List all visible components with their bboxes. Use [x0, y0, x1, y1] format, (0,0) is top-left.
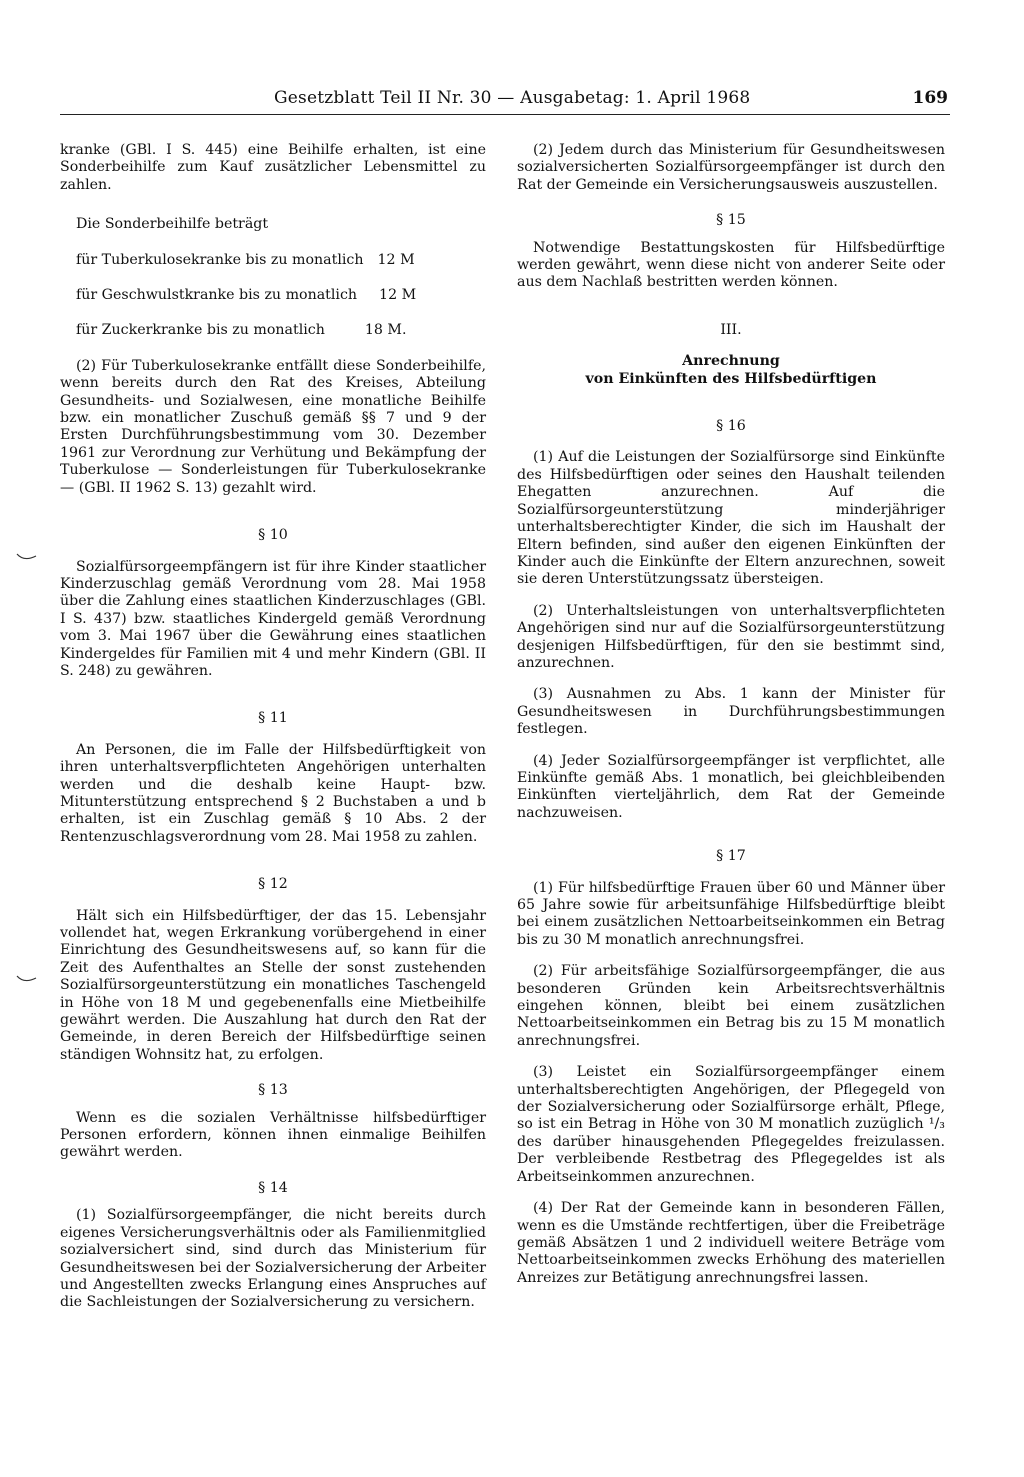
rate-label: für Zuckerkranke bis zu monatlich: [76, 322, 325, 339]
margin-mark: [16, 552, 38, 562]
section-heading-13: § 13: [258, 1082, 288, 1099]
margin-mark: [16, 974, 38, 984]
part-title-line-1: Anrechnung: [682, 353, 780, 370]
section-17-paragraph-1: (1) Für hilfsbedürftige Frauen über 60 und Männer über 65 Jahre sowie für arbeitsunfähige Hilfsbedürftige bleibt bei einem zusätzlichen Nettoarbeitseinkommen ein Betrag bis zu 30 M monatlich anrechnungsfrei.: [517, 879, 945, 948]
part-title-line-2: von Einkünften des Hilfsbedürftigen: [585, 370, 877, 387]
page-header: [60, 84, 950, 115]
rate-amount: 18 M.: [364, 322, 407, 339]
section-14-text: (1) Sozialfürsorgeempfänger, die nicht bereits durch eigenes Versicherungsverhältnis oder als Familienmitglied sozialversichert sind, sind durch das Ministerium für Gesundheitswesen bei der Sozialversicherung der Arbeiter und Angestellten zwecks Erlangung eines Anspruches auf die Sachleistungen der Sozialversicherung zu versichern.: [60, 1207, 486, 1311]
rate-row: [60, 322, 486, 339]
section-heading-17: § 17: [716, 848, 746, 865]
page-number: 169: [912, 88, 948, 108]
section-12-text: Hält sich ein Hilfsbedürftiger, der das 15. Lebensjahr vollendet hat, wegen Erkrankung vorübergehend in einer Einrichtung des Gesundheitswesens auf, so kann für die Zeit des Aufenthaltes an Stelle der sonst zustehenden Sozialfürsorgeunterstützung ein monatliches Taschengeld in Höhe von 18 M und gegebenenfalls eine Mietbeihilfe gewährt werden. Die Auszahlung hat durch den Rat der Gemeinde, in deren Bereich der Hilfsbedürftige seinen ständigen Wohnsitz hat, zu erfolgen.: [60, 907, 486, 1063]
right-column: [517, 142, 945, 1287]
rate-amount: 12 M: [377, 251, 415, 268]
section-13-text: Wenn es die sozialen Verhältnisse hilfsbedürftiger Personen erfordern, können ihnen einmalige Beihilfen gewährt werden.: [60, 1109, 486, 1161]
rate-row: [60, 252, 486, 269]
section-16-paragraph-4: (4) Jeder Sozialfürsorgeempfänger ist verpflichtet, alle Einkünfte gemäß Abs. 1 monatlich, bei gleichbleibenden Einkünften vierteljährlich, dem Rat der Gemeinde nachzuweisen.: [517, 752, 945, 821]
section-heading-11: § 11: [258, 710, 288, 727]
rate-row: [60, 287, 486, 304]
paragraph-continuation: kranke (GBl. I S. 445) eine Beihilfe erhalten, ist eine Sonderbeihilfe zum Kauf zusätzlicher Lebensmittel zu zahlen.: [60, 142, 486, 193]
section-16-paragraph-1: (1) Auf die Leistungen der Sozialfürsorge sind Einkünfte des Hilfsbedürftigen oder seines den Haushalt teilenden Ehegatten anzurechnen. Auf die Sozialfürsorgeunterstützung minderjähriger unterhaltsberechtigter Kinder, die sich im Haushalt der Eltern befinden, sind außer den eigenen Einkünften der Kinder auch die Einkünfte der Eltern anzurechnen, soweit sie deren Unterstützungssatz übersteigen.: [517, 449, 945, 588]
part-number: III.: [720, 321, 742, 338]
section-heading-15: § 15: [716, 212, 746, 229]
section-14-paragraph-2: (2) Jedem durch das Ministerium für Gesundheitswesen sozialversicherten Sozialfürsorgeempfänger ist durch den Rat der Gemeinde ein Versicherungsausweis auszustellen.: [517, 142, 945, 193]
section-16-paragraph-2: (2) Unterhaltsleistungen von unterhaltsverpflichteten Angehörigen sind nur auf die Sozialfürsorgeunterstützung desjenigen Hilfsbedürftigen, für den sie bestimmt sind, anzurechnen.: [517, 602, 945, 671]
section-15-text: Notwendige Bestattungskosten für Hilfsbedürftige werden gewährt, wenn diese nicht von anderer Seite oder aus dem Nachlaß bestritten werden können.: [517, 239, 945, 291]
section-heading-12: § 12: [258, 876, 288, 893]
section-17-paragraph-4: (4) Der Rat der Gemeinde kann in besonderen Fällen, wenn es die Umstände rechtfertigen, über die Freibeträge gemäß Absätzen 1 und 2 individuell weitere Beträge vom Nettoarbeitseinkommen zwecks Erhöhung des materiellen Anreizes zur Betätigung anrechnungsfrei lassen.: [517, 1200, 945, 1286]
paragraph-2: (2) Für Tuberkulosekranke entfällt diese Sonderbeihilfe, wenn bereits durch den Rat des Kreises, Abteilung Gesundheits- und Sozialwesen, eine monatliche Beihilfe bzw. ein monatlicher Zuschuß gemäß §§ 7 und 9 der Ersten Durchführungsbestimmung vom 30. Dezember 1961 zur Verordnung zur Verhütung und Bekämpfung der Tuberkulose — Sonderleistungen für Tuberkulosekranke — (GBl. II 1962 S. 13) gezahlt wird.: [60, 357, 486, 496]
section-10-text: Sozialfürsorgeempfängern ist für ihre Kinder staatlicher Kinderzuschlag gemäß Verordnung vom 28. Mai 1958 über die Zahlung eines staatlichen Kinderzuschlages (GBl. I S. 437) bzw. staatliches Kindergeld gemäß Verordnung vom 3. Mai 1967 über die Gewährung eines staatlichen Kindergeldes für Familien mit 4 und mehr Kindern (GBl. II S. 248) zu gewähren.: [60, 558, 486, 679]
section-16-paragraph-3: (3) Ausnahmen zu Abs. 1 kann der Minister für Gesundheitswesen in Durchführungsbestimmungen festlegen.: [517, 686, 945, 738]
left-column: [60, 142, 486, 1312]
section-heading-10: § 10: [258, 527, 288, 544]
rate-amount: 12 M: [379, 287, 417, 304]
section-17-paragraph-2: (2) Für arbeitsfähige Sozialfürsorgeempfänger, die aus besonderen Gründen kein Arbeitsrechtsverhältnis eingehen können, bleibt bei einem zusätzlichen Nettoarbeitseinkommen ein Betrag bis zu 15 M monatlich anrechnungsfrei.: [517, 963, 945, 1049]
paragraph-sonderbeihilfe: Die Sonderbeihilfe beträgt: [76, 216, 269, 233]
section-heading-14: § 14: [258, 1179, 288, 1196]
section-17-paragraph-3: (3) Leistet ein Sozialfürsorgeempfänger einem unterhaltsberechtigten Angehörigen, der Pflegegeld von der Sozialversicherung oder Sozialfürsorge erhält, Pflege, so ist ein Betrag in Höhe von 30 M monatlich zuzüglich ¹/₃ des darüber hinausgehenden Pflegegeldes freizulassen. Der verbleibende Restbetrag des Pflegegeldes ist als Arbeitseinkommen anzurechnen.: [517, 1064, 945, 1185]
rate-label: für Geschwulstkranke bis zu monatlich: [76, 287, 358, 304]
header-title: Gesetzblatt Teil II Nr. 30 — Ausgabetag: 1. April 1968: [274, 88, 751, 108]
section-heading-16: § 16: [716, 418, 746, 435]
section-11-text: An Personen, die im Falle der Hilfsbedürftigkeit von ihren unterhaltsverpflichteten Angehörigen unterhalten werden und die deshalb keine Haupt- bzw. Mitunterstützung entsprechend § 2 Buchstaben a und b erhalten, ist ein Zuschlag gemäß § 10 Abs. 2 der Rentenzuschlagsverordnung vom 28. Mai 1958 zu zahlen.: [60, 741, 486, 845]
rate-label: für Tuberkulosekranke bis zu monatlich: [76, 251, 364, 268]
